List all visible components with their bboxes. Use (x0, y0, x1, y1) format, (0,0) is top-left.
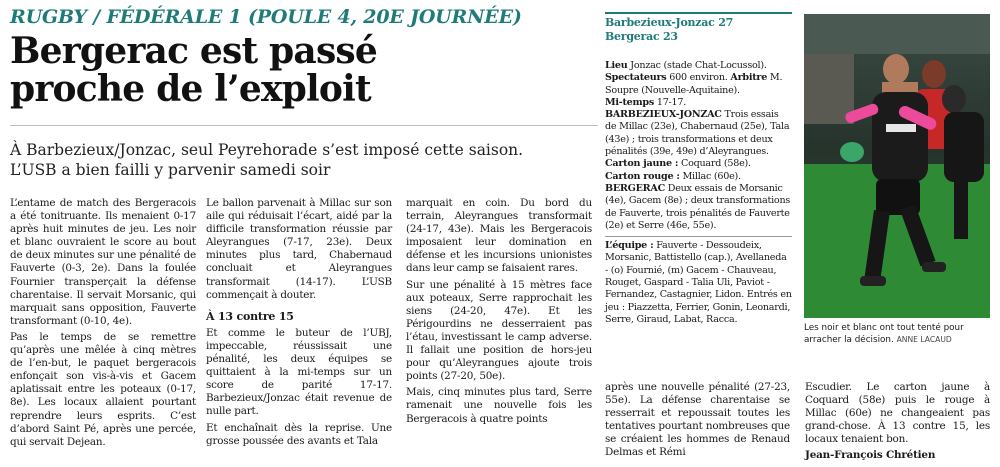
article-column-5 (805, 381, 990, 463)
paragraph: Le ballon parvenait à Millac sur son aile qui réduisait l’écart, aidé par la difficile transformation réussie par Aleyrangues (7-17, 23e). Deux minutes plus tard, Chabernaud concluait et Aleyrangues transformait (14-17). L’USB commençait à douter. (206, 197, 392, 301)
fact-yellow-card: Carton jaune : Coquard (58e). (605, 158, 751, 170)
paragraph: Et comme le buteur de l’UBJ, impeccable, réussissait une pénalité, les deux équipes se quittaient à la mi-temps sur un score de parité 17-17. Barbezieux/Jonzac était revenue de nulle part. (206, 326, 392, 418)
box-divider (605, 236, 792, 237)
photo-caption (804, 323, 992, 346)
headline-line-2: proche de l’exploit (10, 68, 371, 110)
score-away: Bergerac 23 (605, 30, 678, 43)
score-home: Barbezieux-Jonzac 27 (605, 16, 734, 29)
headline-line-1: Bergerac est passé (10, 30, 377, 72)
fact-red-card: Carton rouge : Millac (60e). (605, 170, 741, 182)
paragraph: L’entame de match des Bergeracois a été tonitruante. Ils menaient 0-17 après huit minutes de jeu. Les noir et blanc ouvraient le score au bout de deux minutes sur une pénalité de Fauverte (0-3, 2e). Dans la foulée Fournier transperçait la défense charentaise. Il servait Morsanic, qui marquait sans opposition, Fauverte transformant (0-10, 4e). (10, 197, 196, 327)
fact-away-scoring: BERGERAC Deux essais de Morsanic (4e), Gacem (8e) ; deux transformations de Fauverte, trois pénalités de Fauverte (2e) et Serre (46e, 55e). (605, 182, 791, 231)
paragraph: Et enchaînait dès la reprise. Une grosse poussée des avants et Tala (206, 421, 392, 447)
article-column-4 (605, 381, 790, 463)
rugby-player-image (804, 14, 990, 318)
kicker: RUGBY / FÉDÉRALE 1 (POULE 4, 20E JOURNÉE) (10, 6, 522, 28)
headline (10, 32, 595, 108)
article-column-3 (406, 197, 592, 429)
chapo-line-1: À Barbezieux/Jonzac, seul Peyrehorade s’est imposé cette saison. (10, 141, 524, 159)
author-signature: Jean-François Chrétien (805, 449, 936, 462)
paragraph: après une nouvelle pénalité (27-23, 55e). La défense charentaise se resserrait et repoussait toutes les tentatives pourtant nombreuses que se créaient les hommes de Renaud Delmas et Rémi (605, 381, 790, 459)
article-column-2 (206, 197, 392, 451)
chapo-line-2: L’USB a bien failli y parvenir samedi soir (10, 161, 331, 179)
article-column-1 (10, 197, 196, 452)
fact-attendance: Spectateurs 600 environ. Arbitre M. Soupre (Nouvelle-Aquitaine). (605, 72, 783, 96)
paragraph: marquait en coin. Du bord du terrain, Aleyrangues transformait (24-17, 43e). Mais les Bergeracois imposaient leur domination en défense et les incursions unionistes dans leur camp se faisaient rares. (406, 197, 592, 275)
divider (10, 125, 598, 126)
fact-lineup: L’équipe : Fauverte - Dessoudeix, Morsanic, Battistello (cap.), Avellaneda - (o) Fournié, (m) Gacem - Chauveau, Rouget, Gaspard - Talia Uli, Paviot - Fernandez, Castagnier, Lidon. Entrés en jeu : Piazzetta, Ferrier, Gonin, Leonardi, Serre, Giraud, Labat, Racca. (605, 240, 792, 325)
score-rule (605, 12, 792, 14)
match-photo (804, 14, 990, 318)
match-facts (605, 60, 792, 326)
match-info-box (605, 12, 792, 326)
fact-home-scoring: BARBEZIEUX-JONZAC Trois essais de Millac (23e), Chabernaud (25e), Tala (43e) ; trois transformations et deux pénalités (39e, 49e) d’Aleyrangues. (605, 109, 790, 158)
subheading: À 13 contre 15 (206, 309, 294, 323)
fact-halftime: Mi-temps 17-17. (605, 96, 687, 108)
paragraph: Mais, cinq minutes plus tard, Serre ramenait une nouvelle fois les Bergeracois à quatre points (406, 386, 592, 425)
photo-credit: ANNE LACAUD (896, 335, 952, 344)
paragraph: Sur une pénalité à 15 mètres face aux poteaux, Serre rapprochait les siens (24-20, 47e). Et les Périgourdins ne desserraient pas l’étau, investissant le camp adverse. Il fallait une position de hors-jeu pour qu’Aleyrangues ajoute trois points (27-20, 50e). (406, 278, 592, 383)
paragraph: Escudier. Le carton jaune à Coquard (58e) puis le rouge à Millac (60e) ne changeaient pas grand-chose. À 13 contre 15, les locaux tenaient bon. (805, 381, 990, 446)
paragraph: Pas le temps de se remettre qu’après une mêlée à cinq mètres de l’en-but, le paquet bergeracois enfonçait son vis-à-vis et Gacem aplatissait entre les poteaux (0-17, 8e). Les locaux allaient pourtant reprendre leurs esprits. C’est d’abord Saint Pé, après une percée, qui servait Dejean. (10, 330, 196, 448)
fact-venue: Lieu Jonzac (stade Chat-Locussol). (605, 60, 767, 71)
caption-text: Les noir et blanc ont tout tenté pour arracher la décision. (804, 323, 964, 345)
chapo (10, 140, 600, 180)
